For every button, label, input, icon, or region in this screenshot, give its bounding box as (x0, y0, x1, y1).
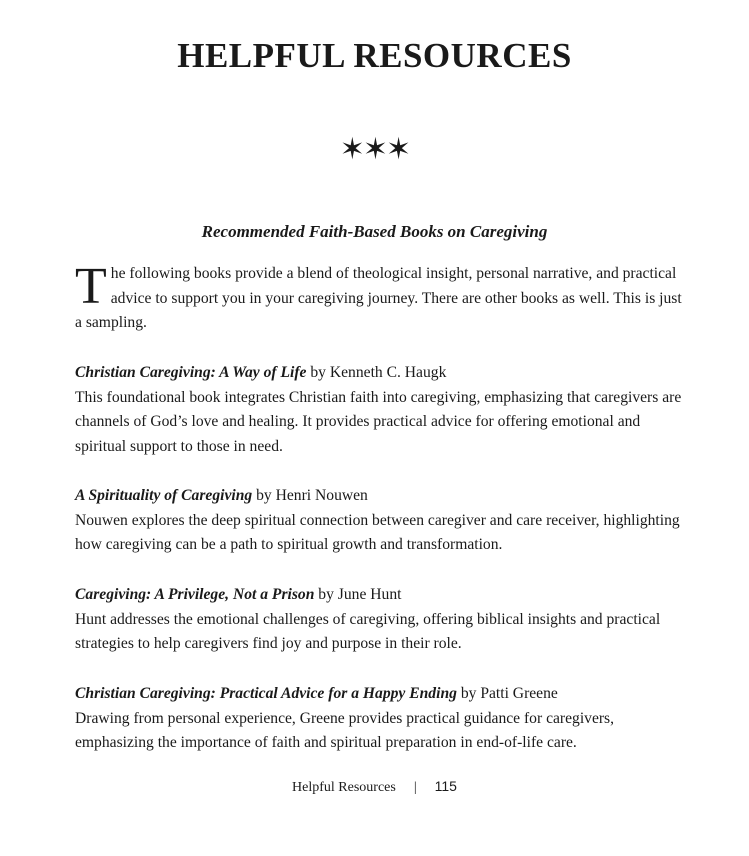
book-description: Drawing from personal experience, Greene provides practical guidance for caregivers, emphasizing the importance of faith and spiritual preparation in end-of-life care. (75, 709, 615, 751)
book-title: Caregiving: A Privilege, Not a Prison (75, 586, 315, 603)
footer-separator: | (413, 780, 417, 795)
book-title: A Spirituality of Caregiving (75, 487, 253, 504)
page-number: 115 (434, 778, 457, 794)
intro-paragraph (75, 258, 685, 336)
book-description: Nouwen explores the deep spiritual connection between caregiver and care receiver, highlighting how caregiving can be a path to spiritual growth and transformation. (75, 511, 680, 553)
book-heading (75, 583, 685, 608)
book-author: by Henri Nouwen (256, 487, 368, 504)
book-heading (75, 484, 685, 509)
book-heading (75, 682, 685, 707)
book-title: Christian Caregiving: Practical Advice for a Happy Ending (75, 685, 457, 702)
book-author: by Kenneth C. Haugk (310, 364, 447, 381)
book-author: by June Hunt (318, 586, 402, 603)
book-title: Christian Caregiving: A Way of Life (75, 364, 307, 381)
book-entry (75, 361, 685, 459)
drop-cap: T (75, 258, 107, 315)
star-ornament-icon: ✶✶✶ (339, 132, 410, 167)
book-description: This foundational book integrates Christian faith into caregiving, emphasizing that caregivers are channels of God’s love and healing. It provides practical advice for offering emotional and spiritual support to those in need. (75, 388, 682, 455)
book-description: Hunt addresses the emotional challenges of caregiving, offering biblical insights and practical strategies to help caregivers find joy and purpose in their role. (75, 610, 661, 652)
book-entry (75, 583, 685, 657)
page-footer (0, 776, 749, 798)
intro-text: he following books provide a blend of theological insight, personal narrative, and practical advice to support you in your caregiving journey. There are other books as well. This is just a sampling. (75, 265, 682, 331)
book-author: by Patti Greene (460, 685, 558, 702)
book-heading (75, 361, 685, 386)
section-subtitle: Recommended Faith-Based Books on Caregiving (201, 222, 548, 241)
book-entry (75, 484, 685, 558)
book-entry (75, 682, 685, 756)
page-title: HELPFUL RESOURCES (177, 36, 572, 75)
footer-section-name: Helpful Resources (292, 780, 396, 795)
